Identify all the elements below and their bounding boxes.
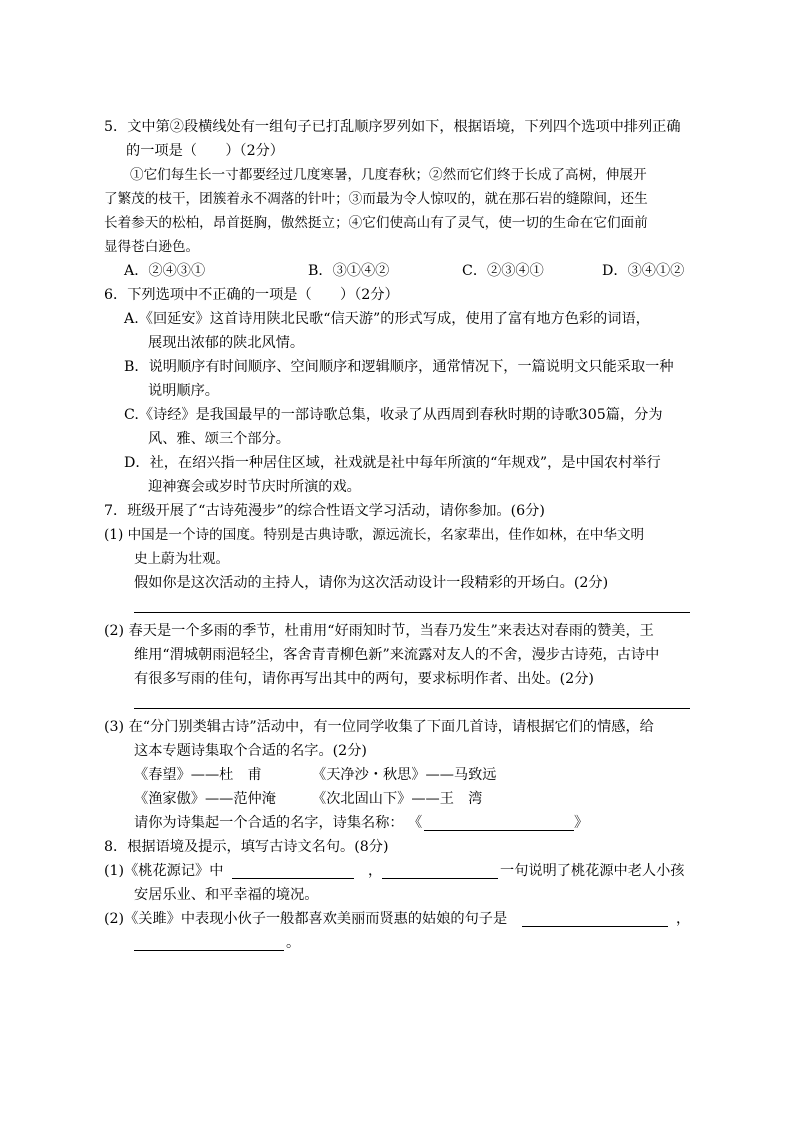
q7-part1-line1: (1) 中国是一个诗的国度。特别是古典诗歌，源远流长，名家辈出，佳作如林，在中华文明 (104, 527, 645, 543)
q8-item2-period: 。 (286, 935, 301, 951)
q8-item2-comma: ， (676, 911, 691, 927)
q6-option-d-line1[interactable]: D．社，在绍兴指一种居住区域，社戏就是社中每年所演的“年规戏”，是中国农村举行 (124, 455, 661, 471)
q7-part2-line1: (2) 春天是一个多雨的季节，杜甫用“好雨知时节，当春乃发生”来表达对春雨的赞美，王 (104, 623, 654, 639)
q5-option-b[interactable]: B．③①④② (308, 263, 390, 279)
q7-poem-cibeigushan: 《次北固山下》——王 湾 (312, 791, 483, 807)
q5-quote-line3: 长着参天的松柏，昂首挺胸，傲然挺立；④它们使高山有了灵气，使一切的生命在它们面前 (104, 215, 648, 231)
q8-item1-blank1[interactable] (232, 878, 354, 879)
q8-item1-comma: ， (368, 863, 383, 879)
q7-stem: 7．班级开展了“古诗苑漫步”的综合性语文学习活动，请你参加。(6分) (104, 503, 545, 519)
q6-option-c-line2: 风、雅、颂三个部分。 (148, 431, 290, 447)
q7-part3-line1: (3) 在“分门别类辑古诗”活动中，有一位同学收集了下面几首诗，请根据它们的情感，给 (104, 719, 654, 735)
q5-option-c[interactable]: C．②③④① (462, 263, 544, 279)
q7-part1-line2: 史上蔚为壮观。 (134, 551, 230, 567)
q7-part1-prompt: 假如你是这次活动的主持人，请你为这次活动设计一段精彩的开场白。(2分) (134, 575, 609, 591)
q8-item1-blank2[interactable] (382, 878, 498, 879)
q6-option-a-line1[interactable]: A.《回延安》这首诗用陕北民歌“信天游”的形式写成，使用了富有地方色彩的词语， (124, 311, 650, 327)
q5-option-d[interactable]: D．③④①② (602, 263, 685, 279)
q8-item1-suffix: 一句说明了桃花源中老人小孩 (500, 863, 685, 879)
q7-part2-answer-line[interactable] (134, 708, 690, 709)
q6-option-b-line2: 说明顺序。 (148, 383, 219, 399)
q5-quote-line1: ①它们每生长一寸都要经过几度寒暑，几度春秋；②然而它们终于长成了高树，伸展开 (130, 167, 647, 183)
q7-title-close-bracket: 》 (574, 815, 589, 831)
q5-quote-line2: 了繁茂的枝干，团簇着永不凋落的针叶；③而最为令人惊叹的，就在那石岩的缝隙间，还生 (104, 191, 648, 207)
q6-option-a-line2: 展现出浓郁的陕北风情。 (148, 335, 305, 351)
q7-part2-line3: 有很多写雨的佳句，请你再写出其中的两句，要求标明作者、出处。(2分) (134, 671, 594, 687)
q7-part1-answer-line[interactable] (134, 612, 690, 613)
q5-quote-line4: 显得苍白逊色。 (104, 239, 200, 255)
q5-stem-line1: 5．文中第②段横线处有一组句子已打乱顺序罗列如下，根据语境，下列四个选项中排列正确 (104, 119, 681, 135)
q6-option-b-line1[interactable]: B．说明顺序有时间顺序、空间顺序和逻辑顺序，通常情况下，一篇说明文只能采取一种 (124, 359, 674, 375)
q8-item2-prefix: (2)《关雎》中表现小伙子一般都喜欢美丽而贤惠的姑娘的句子是 (104, 911, 508, 927)
q8-stem: 8．根据语境及提示，填写古诗文名句。(8分) (104, 839, 389, 855)
q8-item2-blank1[interactable] (522, 926, 668, 927)
q6-option-d-line2: 迎神赛会或岁时节庆时所演的戏。 (148, 479, 361, 495)
q7-poem-tianjingsha: 《天净沙・秋思》——马致远 (312, 767, 497, 783)
q8-item1-line2: 安居乐业、和平幸福的境况。 (134, 887, 319, 903)
q5-option-a[interactable]: A．②④③① (124, 263, 206, 279)
q7-poem-chunwang: 《春望》——杜 甫 (134, 767, 262, 783)
q7-part2-line2: 维用“渭城朝雨浥轻尘，客舍青青柳色新”来流露对友人的不舍，漫步古诗苑，古诗中 (134, 647, 660, 663)
q7-collection-name-blank[interactable] (424, 830, 574, 831)
q7-poem-yujiaao: 《渔家傲》——范仲淹 (134, 791, 276, 807)
q6-option-c-line1[interactable]: C.《诗经》是我国最早的一部诗歌总集，收录了从西周到春秋时期的诗歌305篇，分为 (124, 407, 663, 423)
q8-item1-prefix: (1)《桃花源记》中 (104, 863, 224, 879)
q7-part3-prompt: 请你为诗集起一个合适的名字，诗集名称： (134, 815, 404, 831)
q6-stem: 6．下列选项中不正确的一项是（ ）（2分） (104, 287, 399, 303)
q5-stem-line2: 的一项是（ ）（2分） (126, 143, 284, 159)
q8-item2-blank2[interactable] (134, 950, 284, 951)
q7-part3-line2: 这本专题诗集取个合适的名字。(2分) (134, 743, 367, 759)
q7-title-open-bracket: 《 (408, 815, 423, 831)
